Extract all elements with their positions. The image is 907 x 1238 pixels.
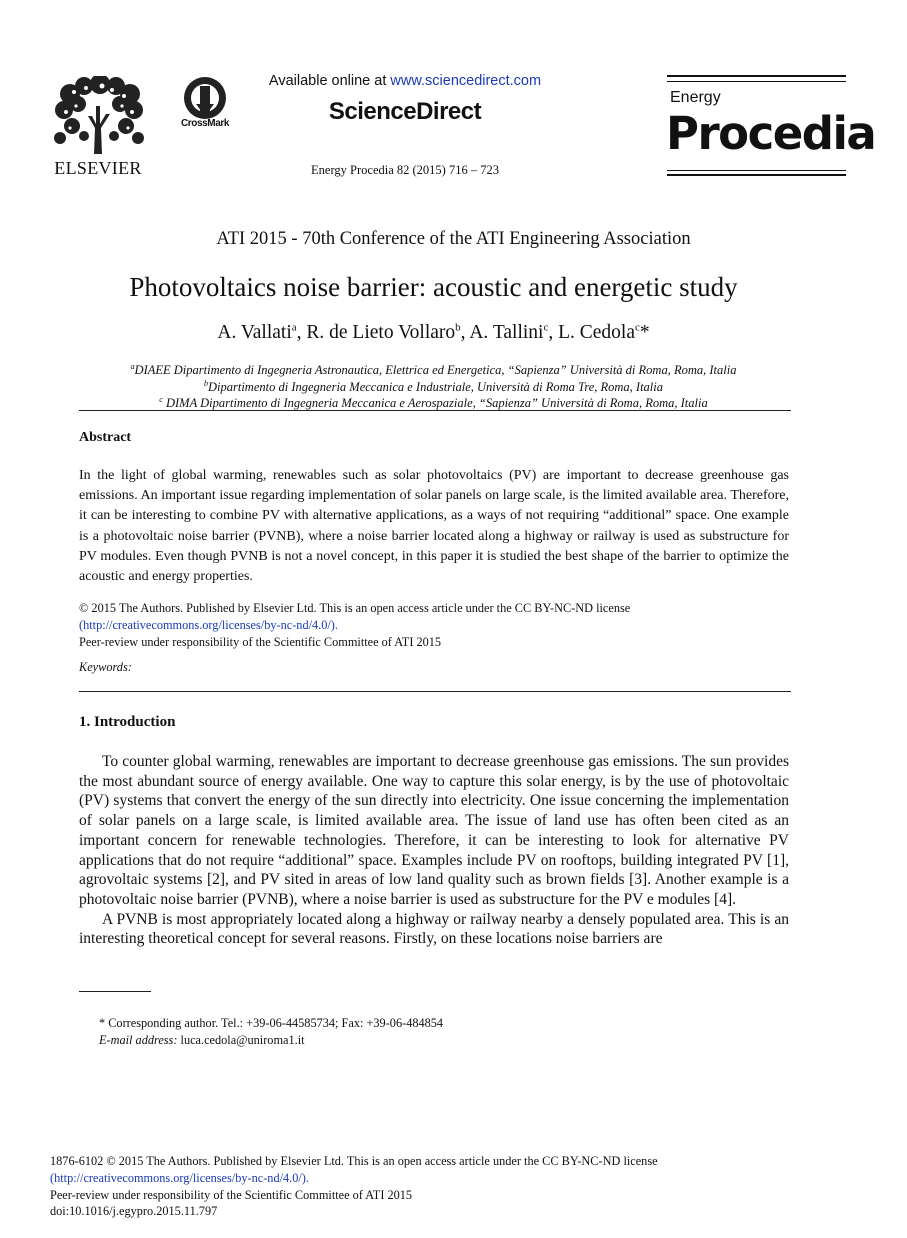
sciencedirect-logo: ScienceDirect: [328, 98, 482, 125]
conference-name: ATI 2015 - 70th Conference of the ATI Engineering Association: [216, 229, 691, 249]
affiliation: [0, 396, 867, 411]
footer-peer-review: Peer-review under responsibility of the Scientific Committee of ATI 2015: [50, 1187, 413, 1202]
affil-mark: c: [159, 394, 163, 404]
peer-review-line: Peer-review under responsibility of the Scientific Committee of ATI 2015: [79, 635, 442, 649]
author-affil-mark: a: [291, 321, 297, 334]
journal-logo-rule: [667, 174, 846, 176]
affil-mark: b: [203, 378, 208, 388]
author-name: A. Tallini: [469, 322, 544, 343]
affil-text: DIAEE Dipartimento di Ingegneria Astronautica, Elettrica ed Energetica, “Sapienza” Università di Roma, Roma, Italia: [134, 363, 737, 377]
author-name: A. Vallati: [217, 322, 292, 343]
publisher-name: ELSEVIER: [54, 158, 142, 178]
journal-logo-rule: [667, 170, 846, 171]
copyright-line: © 2015 The Authors. Published by Elsevier Ltd. This is an open access article under the CC BY-NC-ND license: [79, 601, 631, 615]
license-link[interactable]: (http://creativecommons.org/licenses/by-nc-nd/4.0/).: [79, 618, 338, 632]
section-heading: 1. Introduction: [79, 714, 176, 730]
section-body: [79, 752, 789, 949]
email-address[interactable]: luca.cedola@uniroma1.it: [177, 1033, 305, 1047]
sciencedirect-link[interactable]: www.sciencedirect.com: [390, 73, 542, 89]
paragraph: To counter global warming, renewables are important to decrease greenhouse gas emissions. The sun provides the most abundant source of energy available. One way to capture this solar energy, is by the use of photovoltaic (PV) systems that convert the energy of the sun directly into electricity. One issue concerning the implementation of solar panels on a large scale, is limited available area. The issue of land use has often been cited as an important concern for renewable technologies. Therefore, it can be interesting to look for alternative PV applications that do not require “additional” space. Examples include PV on rooftops, building integrated PV [1], agrovoltaic systems [2], and PV sited in areas of low land quality such as brown fields [3]. Another example is a photovoltaic noise barrier (PVNB), where a noise barrier is used as substructure for the PV e modules [4].: [79, 753, 789, 908]
corresponding-author-line: * Corresponding author. Tel.: +39-06-44585734; Fax: +39-06-484854: [99, 1016, 444, 1030]
author-separator: ,: [296, 322, 307, 343]
issn-line: 1876-6102 © 2015 The Authors. Published by Elsevier Ltd. This is an open access article under the CC BY-NC-ND license: [50, 1154, 658, 1168]
footer-license-link[interactable]: (http://creativecommons.org/licenses/by-nc-nd/4.0/).: [50, 1170, 309, 1185]
affiliation: [0, 380, 867, 395]
keywords-label: Keywords:: [79, 660, 132, 674]
divider: [79, 691, 791, 692]
author-separator: ,: [548, 322, 559, 343]
crossmark-label: CrossMark: [180, 118, 230, 129]
author-separator: ,: [460, 322, 470, 343]
affiliation: [0, 363, 867, 378]
divider: [79, 410, 791, 411]
available-online-line: [240, 73, 570, 89]
copyright-block: [79, 600, 791, 651]
journal-logo-rule: [667, 75, 846, 77]
page-footer: [50, 1153, 870, 1220]
affil-mark: a: [130, 361, 135, 371]
email-label: E-mail address:: [99, 1033, 178, 1047]
paper-title: Photovoltaics noise barrier: acoustic and energetic study: [129, 272, 738, 302]
affil-text: DIMA Dipartimento di Ingegneria Meccanica e Aerospaziale, “Sapienza” Università di Roma, Roma, Italia: [162, 396, 708, 410]
doi[interactable]: doi:10.1016/j.egypro.2015.11.797: [50, 1204, 218, 1219]
footnote: [99, 1015, 789, 1049]
journal-logo-word-energy: Energy: [670, 89, 721, 106]
journal-citation: Energy Procedia 82 (2015) 716 – 723: [311, 163, 499, 177]
author-affil-mark: c: [635, 321, 640, 334]
abstract-heading: Abstract: [79, 430, 132, 445]
corresponding-mark: *: [639, 322, 650, 343]
abstract-text: In the light of global warming, renewables such as solar photovoltaics (PV) are important to decrease greenhouse gas emissions. An important issue regarding implementation of solar panels on large scale, is the limited available area. Therefore, it can be interesting to combine PV with alternative applications, as a ways of not requiring “additional” space. One example is a photovoltaic noise barrier (PVNB), where a noise barrier located along a highway or railway is used as substructure for PV modules. Even though PVNB is not a novel concept, in this paper it is studied the best shape of the barrier to optimize the acoustic and energy properties.: [79, 468, 789, 585]
author-name: R. de Lieto Vollaro: [306, 322, 456, 343]
journal-logo-rule: [667, 81, 846, 82]
author-name: L. Cedola: [558, 322, 635, 343]
author-list: [0, 322, 867, 344]
available-prefix: Available online at: [268, 73, 391, 89]
journal-logo-word-procedia: Procedia: [666, 107, 876, 160]
paragraph: A PVNB is most appropriately located along a highway or railway nearby a densely populated area. This is an interesting theoretical concept for several reasons. Firstly, on these locations noise barriers are: [79, 910, 789, 948]
footnote-rule: [79, 991, 151, 992]
affil-text: Dipartimento di Ingegneria Meccanica e Industriale, Università di Roma Tre, Roma, Italia: [207, 380, 664, 394]
author-affil-mark: c: [543, 321, 549, 334]
author-affil-mark: b: [455, 321, 461, 334]
